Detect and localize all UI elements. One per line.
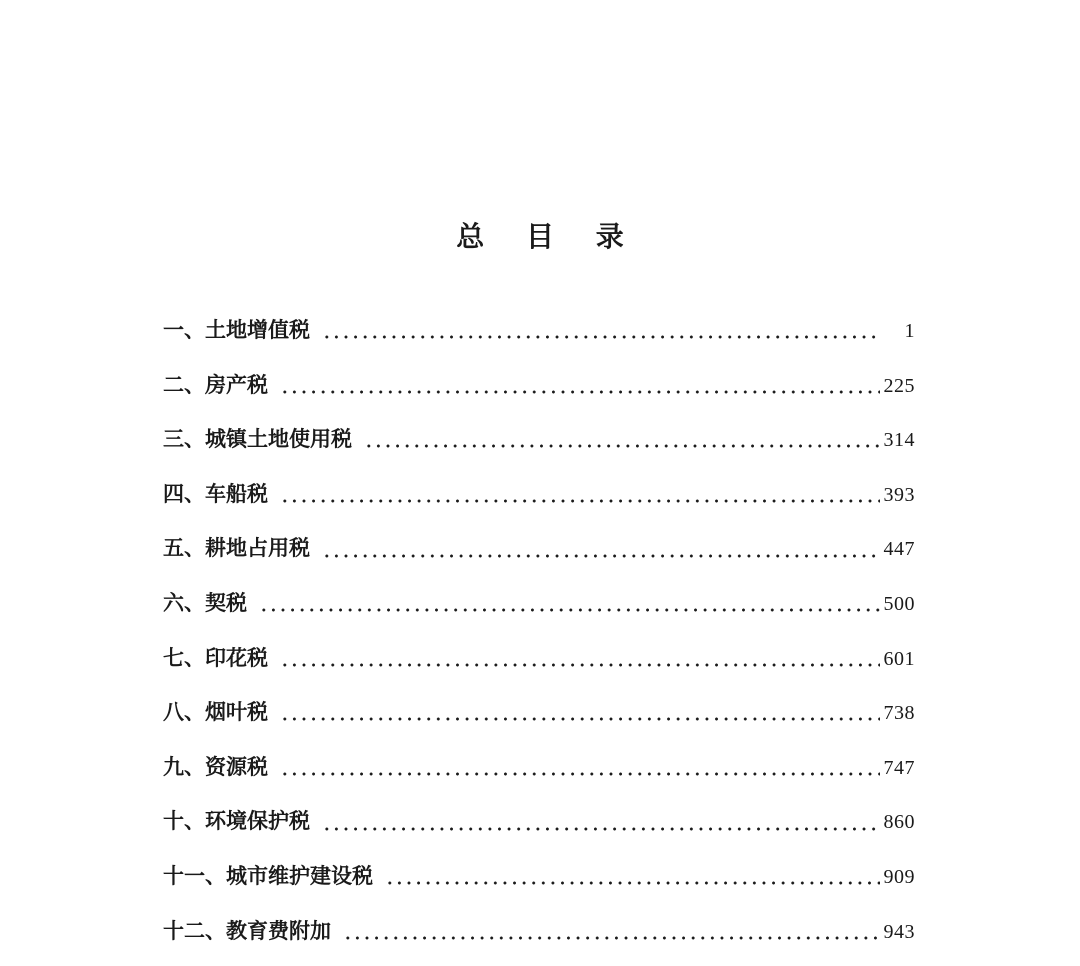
toc-entry-label: 六、契税 <box>163 589 247 615</box>
toc-entry <box>163 638 915 693</box>
toc-entry-label: 三、城镇土地使用税 <box>163 426 352 452</box>
toc-entry-page: 1 <box>904 320 915 342</box>
toc-entry <box>163 528 915 583</box>
toc-entry-page: 314 <box>883 429 915 452</box>
toc-entry-page: 909 <box>883 865 915 888</box>
dot-leader <box>280 499 880 503</box>
toc-entry <box>163 310 915 365</box>
toc-entry-page: 225 <box>883 374 915 397</box>
dot-leader <box>280 772 880 776</box>
toc-entry-label: 一、土地增值税 <box>163 317 310 342</box>
toc-entry-page: 447 <box>883 538 915 561</box>
toc-entry-label: 十一、城市维护建设税 <box>163 862 373 888</box>
toc-entry-label: 八、烟叶税 <box>163 699 268 725</box>
toc-entry-label: 四、车船税 <box>163 480 268 506</box>
toc-entry-page: 738 <box>883 702 915 725</box>
dot-leader <box>322 335 881 339</box>
dot-leader <box>322 827 880 831</box>
toc-entry-page: 601 <box>883 647 915 670</box>
toc-entry-label: 七、印花税 <box>163 644 268 670</box>
toc-entry-page: 943 <box>883 920 915 943</box>
toc-entry <box>163 583 915 638</box>
toc-entry-label: 十、环境保护税 <box>163 808 310 834</box>
dot-leader <box>364 444 880 448</box>
toc-entry <box>163 856 915 911</box>
toc-entry <box>163 474 915 529</box>
toc-entry-label: 十二、教育费附加 <box>163 917 331 943</box>
dot-leader <box>280 390 880 394</box>
toc-entry <box>163 747 915 802</box>
toc-entry <box>163 911 915 966</box>
page-title: 总 目 录 <box>456 219 640 253</box>
toc-entry <box>163 801 915 856</box>
toc-entry-page: 393 <box>883 483 915 506</box>
toc-entry-page: 747 <box>883 756 915 779</box>
dot-leader <box>280 717 880 721</box>
dot-leader <box>280 663 880 667</box>
toc-entry-label: 五、耕地占用税 <box>163 535 310 561</box>
toc-entry-label: 二、房产税 <box>163 371 268 397</box>
dot-leader <box>385 881 880 885</box>
toc-entry-page: 860 <box>883 811 915 834</box>
dot-leader <box>322 554 880 558</box>
dot-leader <box>259 608 880 612</box>
toc-entry <box>163 692 915 747</box>
toc-entry-label: 九、资源税 <box>163 753 268 779</box>
toc-entry-page: 500 <box>883 592 915 615</box>
toc-entry <box>163 365 915 420</box>
toc-entry <box>163 419 915 474</box>
table-of-contents <box>163 310 915 965</box>
dot-leader <box>343 936 880 940</box>
